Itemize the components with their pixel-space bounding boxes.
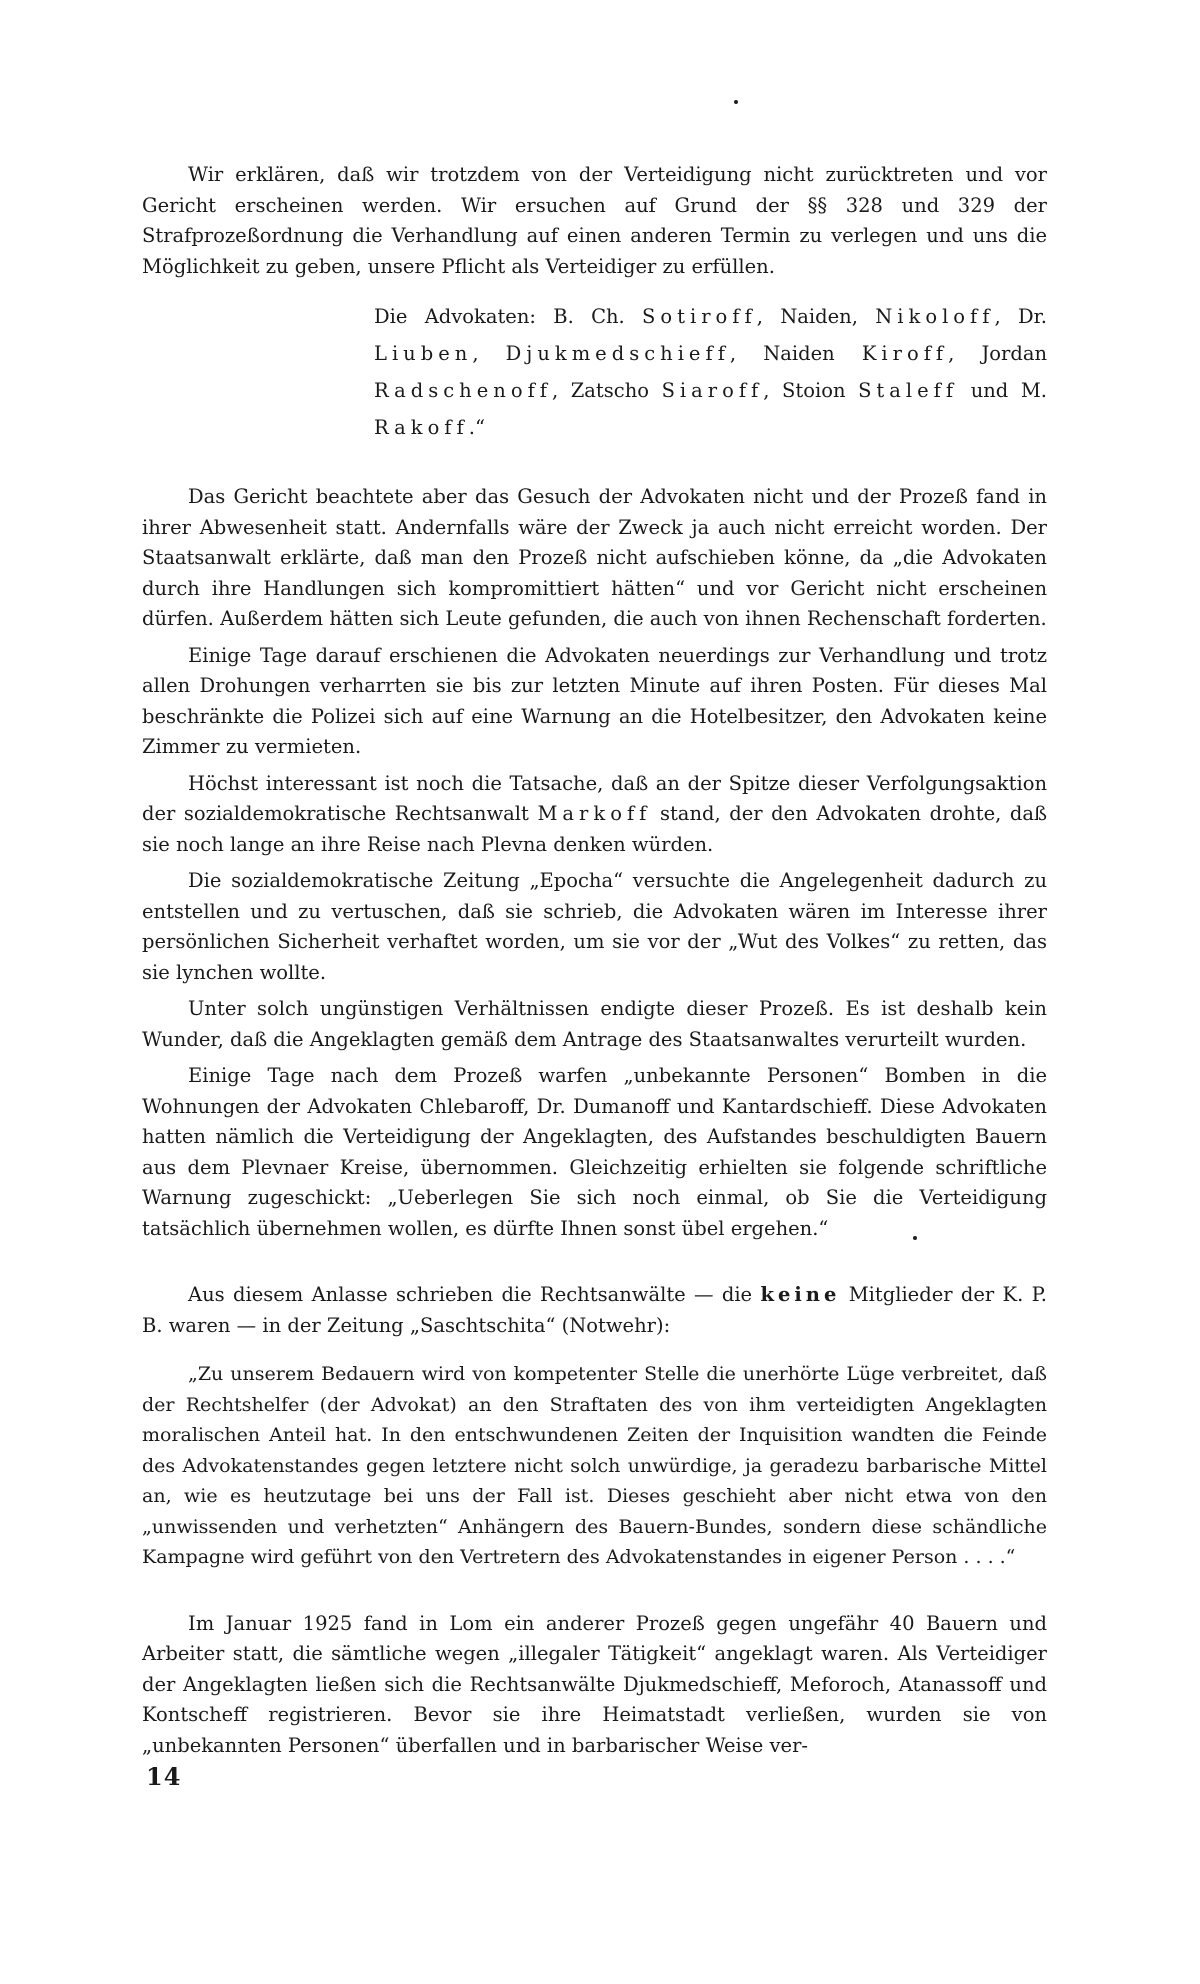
paragraph-text: stand, der den Advokaten drohte, daß sie noch lange an ihre Reise nach Plevna denken würden. [142, 802, 1048, 856]
paragraph-verdict: Unter solch ungünstigen Verhältnissen endigte dieser Prozeß. Es ist deshalb kein Wunder, daß die Angeklagten gemäß dem Antrage des Staatsanwaltes verurteilt wurden. [142, 997, 1047, 1051]
text-column [142, 160, 1047, 1761]
paragraph-declaration: Wir erklären, daß wir trotzdem von der Verteidigung nicht zurücktreten und vor Gericht erscheinen werden. Wir ersuchen auf Grund der §§ 328 und 329 der Strafprozeßordnung die Verhandlung auf einen anderen Termin zu verlegen und uns die Möglichkeit zu geben, unsere Pflicht als Verteidiger zu erfüllen. [142, 163, 1047, 278]
paragraph-court-ignored: Das Gericht beachtete aber das Gesuch der Advokaten nicht und der Prozeß fand in ihrer Abwesenheit statt. Andernfalls wäre der Zweck ja auch nicht erreicht worden. Der Staatsanwalt erklärte, daß man den Prozeß nicht aufschieben könne, da „die Advokaten durch ihre Handlungen sich kompromittiert hätten“ und vor Gericht nicht erscheinen dürfen. Außerdem hätten sich Leute gefunden, die auch von ihnen Rechenschaft forderten. [142, 485, 1047, 630]
paragraph-markoff [142, 769, 1047, 861]
paragraph-epocha: Die sozialdemokratische Zeitung „Epocha“ versuchte die Angelegenheit dadurch zu entstellen und zu vertuschen, daß sie schrieb, die Advokaten wären im Interesse ihrer persönlichen Sicherheit verhaftet worden, um sie vor der „Wut des Volkes“ zu retten, das sie lynchen wollte. [142, 869, 1047, 984]
newspaper-quote [142, 1359, 1047, 1573]
paragraph-text: Mitglieder der K. P. B. waren — in der Zeitung „Saschtschita“ (Notwehr): [142, 1283, 1048, 1337]
signature-text: , Jordan [948, 342, 1048, 365]
signature-text: , Zatscho [552, 379, 649, 402]
signature-prefix: Die Advokaten: B. Ch. [374, 305, 625, 328]
paragraph-saschtschita [142, 1280, 1047, 1341]
lawyer-name: Liuben [374, 342, 473, 365]
paragraph-lom-trial: Im Januar 1925 fand in Lom ein anderer Prozeß gegen ungefähr 40 Bauern und Arbeiter statt, die sämtliche wegen „illegaler Tätigkeit“ angeklagt waren. Als Verteidiger der Angeklagten ließen sich die Rechtsanwälte Djukmedschieff, Meforoch, Atanassoff und Kontscheff registrieren. Bevor sie ihre Heimatstadt verließen, wurden sie von „unbekannten Personen“ überfallen und in barbarischer Weise ver- [142, 1611, 1047, 1757]
lawyer-name: Radschenoff [374, 379, 552, 402]
signature-text: .“ [468, 416, 485, 439]
signature-text: , Stoion [763, 379, 846, 402]
signature-text: und M. [970, 379, 1048, 402]
lawyer-name: Siaroff [661, 379, 764, 402]
lawyer-name: Kiroff [861, 342, 949, 365]
quote-text: „Zu unserem Bedauern wird von kompetenter Stelle die unerhörte Lüge verbreitet, daß der Rechtshelfer (der Advokat) an den Straftaten des von ihm verteidigten Angeklagten moralischen Anteil hat. In den entschwundenen Zeiten der Inquisition wandten die Feinde des Advokatenstandes gegen letztere nicht solch unwürdige, ja geradezu barbarische Mittel an, wie es heutzutage bei uns der Fall ist. Dieses geschieht aber nicht etwa von den „unwissenden und verhetzten“ Anhängern des Bauern-Bundes, sondern diese schändliche Kampagne wird geführt von den Vertretern des Advokatenstandes in eigener Person . . . .“ [142, 1363, 1047, 1568]
signature-text: , [472, 342, 479, 365]
signature-text: , Naiden [729, 342, 835, 365]
page-number: 14 [146, 1762, 182, 1791]
signature-text: , Naiden, [756, 305, 858, 328]
signature-block [374, 298, 1047, 446]
paragraph-bombs: Einige Tage nach dem Prozeß warfen „unbekannte Personen“ Bomben in die Wohnungen der Advokaten Chlebaroff, Dr. Dumanoff und Kantardschieff. Diese Advokaten hatten nämlich die Verteidigung der Angeklagten, des Aufstandes beschuldigten Bauern aus dem Plevnaer Kreise, übernommen. Gleichzeitig erhielten sie folgende schriftliche Warnung zugeschickt: „Ueberlegen Sie sich noch einmal, ob Sie die Verteidigung tatsächlich übernehmen wollen, es dürfte Ihnen sonst übel ergehen.“ [142, 1064, 1047, 1240]
signature-text: , Dr. [994, 305, 1047, 328]
paragraph-advocates-returned: Einige Tage darauf erschienen die Advokaten neuerdings zur Verhandlung und trotz allen Drohungen verharrten sie bis zur letzten Minute auf ihren Posten. Für dieses Mal beschränkte die Polizei sich auf eine Warnung an die Hotelbesitzer, den Advokaten keine Zimmer zu vermieten. [142, 643, 1047, 758]
lawyer-name: Staleff [858, 379, 959, 402]
lawyer-name: Rakoff [374, 416, 469, 439]
person-name: Markoff [537, 802, 652, 825]
paragraph-text: Aus diesem Anlasse schrieben die Rechtsanwälte — die [188, 1283, 753, 1306]
print-speck [734, 100, 738, 104]
lawyer-name: Nikoloff [875, 305, 995, 328]
lawyer-name: Djukmedschieff [505, 342, 730, 365]
lawyer-name: Sotiroff [642, 305, 757, 328]
paragraph-text: Höchst interessant ist noch die Tatsache, daß an der Spitze dieser Verfolgungsaktion der sozialdemokratische Rechtsanwalt [142, 771, 1047, 825]
emphasis-keine: keine [760, 1283, 841, 1306]
